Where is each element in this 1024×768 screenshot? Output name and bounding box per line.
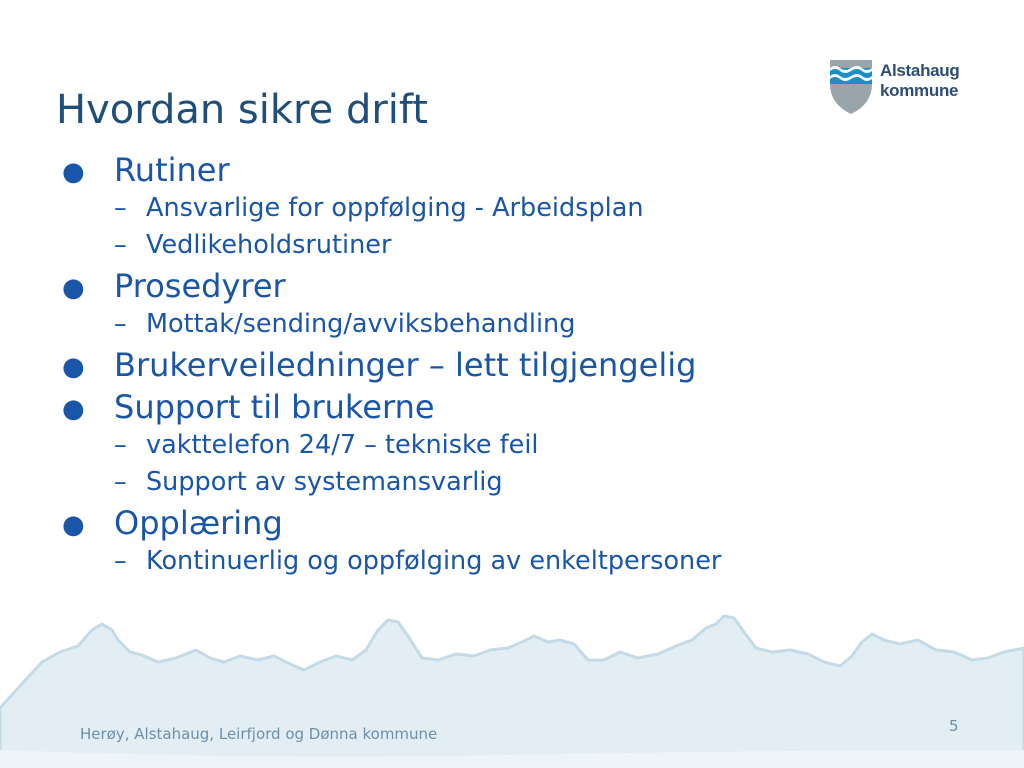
dash-marker: – — [114, 309, 127, 339]
sub-bullet-item — [0, 227, 1024, 264]
sub-bullet-text: Vedlikeholdsrutiner — [146, 230, 392, 260]
bullet-text: Brukerveiledninger – lett tilgjengelig — [114, 346, 697, 384]
sub-bullet-text: Support av systemansvarlig — [146, 467, 503, 497]
sub-bullet-item — [0, 543, 1024, 580]
dash-marker: – — [114, 193, 127, 223]
page-number: 5 — [949, 717, 959, 735]
sub-bullet-item — [0, 464, 1024, 501]
bullet-text: Prosedyrer — [114, 267, 286, 305]
logo — [828, 58, 978, 118]
dash-marker: – — [114, 430, 127, 460]
sub-bullet-item — [0, 427, 1024, 464]
bullet-list — [0, 148, 1024, 580]
slide-title: Hvordan sikre drift — [56, 87, 428, 133]
bullet-marker: ● — [62, 157, 85, 187]
logo-text — [880, 61, 959, 101]
sub-bullet-item — [0, 306, 1024, 343]
sub-bullet-text: Ansvarlige for oppfølging - Arbeidsplan — [146, 193, 644, 223]
sub-bullet-item — [0, 190, 1024, 227]
coat-of-arms-icon — [828, 58, 874, 116]
footer-text: Herøy, Alstahaug, Leirfjord og Dønna kommune — [80, 725, 438, 743]
dash-marker: – — [114, 230, 127, 260]
bullet-marker: ● — [62, 352, 85, 382]
bullet-item — [0, 343, 1024, 385]
bullet-marker: ● — [62, 510, 85, 540]
dash-marker: – — [114, 467, 127, 497]
bullet-marker: ● — [62, 394, 85, 424]
logo-line1: Alstahaug — [880, 61, 960, 80]
bullet-item — [0, 385, 1024, 427]
sub-bullet-text: Kontinuerlig og oppfølging av enkeltpersoner — [146, 546, 722, 576]
bullet-text: Opplæring — [114, 504, 283, 542]
bullet-text: Rutiner — [114, 151, 230, 189]
logo-line2: kommune — [880, 81, 959, 100]
sub-bullet-text: Mottak/sending/avviksbehandling — [146, 309, 576, 339]
bullet-text: Support til brukerne — [114, 388, 435, 426]
bullet-marker: ● — [62, 273, 85, 303]
sub-bullet-text: vakttelefon 24/7 – tekniske feil — [146, 430, 539, 460]
bullet-item — [0, 264, 1024, 306]
bullet-item — [0, 148, 1024, 190]
dash-marker: – — [114, 546, 127, 576]
bullet-item — [0, 501, 1024, 543]
